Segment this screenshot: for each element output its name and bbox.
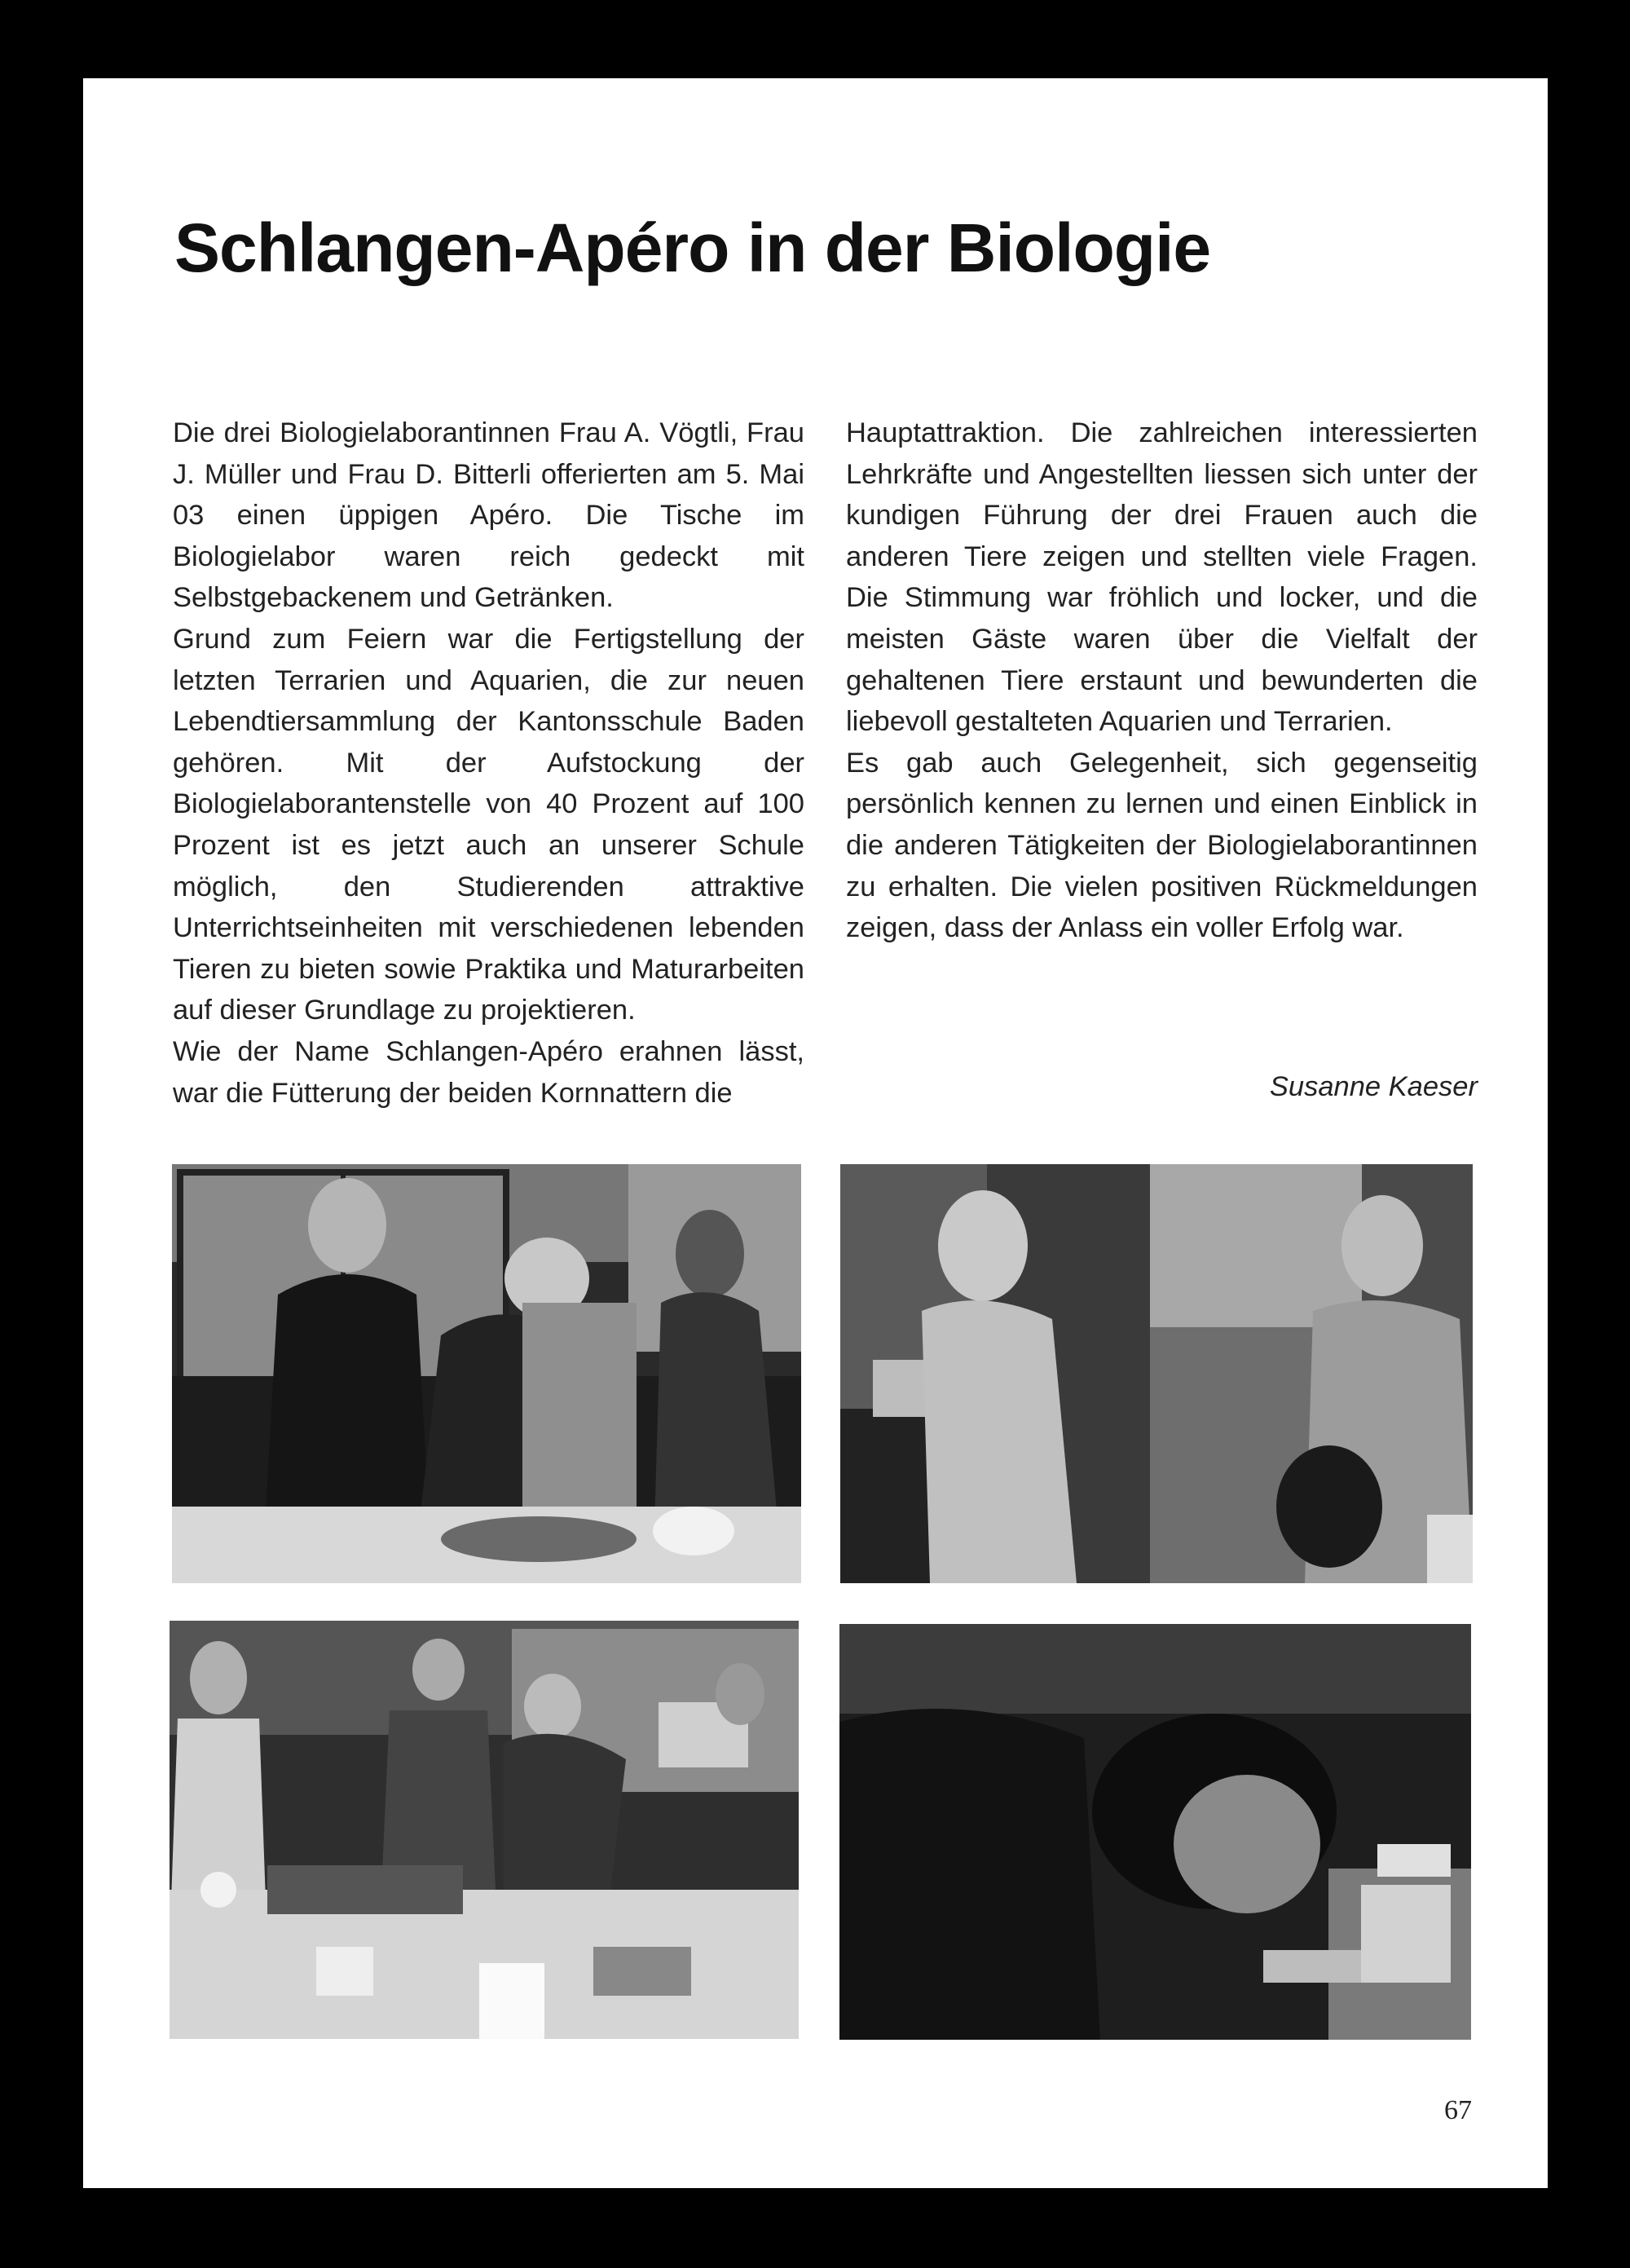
photo-woman-at-terrarium — [839, 1624, 1471, 2040]
text-column-left — [173, 413, 804, 1114]
photo-crowd-around-table — [170, 1621, 799, 2039]
article-title: Schlangen-Apéro in der Biologie — [174, 210, 1211, 286]
paragraph: Es gab auch Gelegenheit, sich gegenseitig persönlich kennen zu lernen und einen Einblick in die anderen Tätigkeiten der Biologielaborantinnen zu erhalten. Die vielen positiven Rückmeldungen zeigen, dass der Anlass ein voller Erfolg war. — [846, 747, 1478, 944]
paragraph: Die drei Biologielaborantinnen Frau A. Vögtli, Frau J. Müller und Frau D. Bitterli offerierten am 5. Mai 03 einen üppigen Apéro. Die Tische im Biologielabor waren reich gedeckt mit Selbstgebackenem und Getränken. — [173, 417, 804, 614]
paragraph: Hauptattraktion. Die zahlreichen interessierten Lehrkräfte und Angestellten liessen sich unter der kundigen Führung der drei Frauen auch die anderen Tiere zeigen und stellten viele Fragen. Die Stimmung war fröhlich und locker, und die meisten Gäste waren über die Vielfalt der gehaltenen Tiere erstaunt und bewunderten die liebevoll gestalteten Aquarien und Terrarien. — [846, 417, 1478, 738]
paragraph: Wie der Name Schlangen-Apéro erahnen lässt, war die Fütterung der beiden Kornnattern die — [173, 1035, 804, 1109]
document-page — [83, 78, 1548, 2188]
photo-two-women-corridor — [840, 1164, 1473, 1583]
page-number: 67 — [1444, 2095, 1472, 2125]
photo-lab-table-group — [172, 1164, 801, 1583]
author-signature: Susanne Kaeser — [1269, 1071, 1478, 1102]
paragraph: Grund zum Feiern war die Fertigstellung der letzten Terrarien und Aquarien, die zur neuen Lebendtiersammlung der Kantonsschule Baden gehören. Mit der Aufstockung der Biologielaborantenstelle von 40 Prozent auf 100 Prozent ist es jetzt auch an unserer Schule möglich, den Studierenden attraktive Unterrichtseinheiten mit verschiedenen lebenden Tieren zu bieten sowie Praktika und Maturarbeiten auf dieser Grundlage zu projektieren. — [173, 623, 804, 1026]
text-column-right — [846, 413, 1478, 949]
